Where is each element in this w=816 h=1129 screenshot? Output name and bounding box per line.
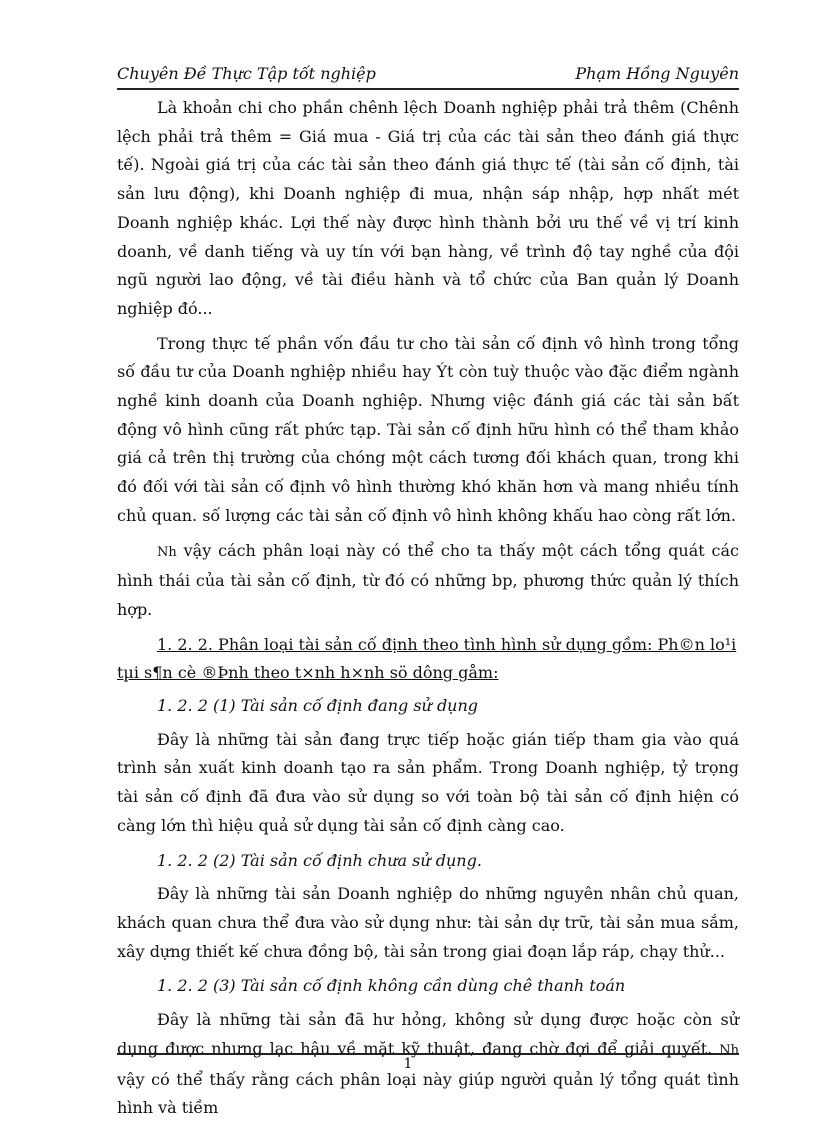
nh-fragment: Nh bbox=[719, 1042, 739, 1058]
paragraph-text: vậy có thể thấy rằng cách phân loại này giúp người quản lý tổng quát tình hình và tiềm bbox=[117, 1069, 739, 1118]
paragraph-intangible-assets: Trong thực tế phần vốn đầu tư cho tài sản cố định vô hình trong tổng số đầu tư của Doanh nghiệp nhiều hay Ýt còn tuỳ thuộc vào đặc điểm ngành nghề kinh doanh của Doanh nghiệp. Nhưng việc đánh giá các tài sản bất động vô hình cũng rất phức tạp. Tài sản cố định hữu hình có thể tham khảo giá cả trên thị trường của chóng một cách tương đối khách quan, trong khi đó đối với tài sản cố định vô hình thường khó khăn hơn và mang nhiều tính chủ quan. số lượng các tài sản cố định vô hình không khấu hao còng rất lớn. bbox=[117, 333, 739, 525]
paragraph-in-use: Đây là những tài sản đang trực tiếp hoặc gián tiếp tham gia vào quá trình sản xuất kinh doanh tạo ra sản phẩm. Trong Doanh nghiệp, tỷ trọng tài sản cố định đã đưa vào sử dụng so với toàn bộ tài sản cố định hiện có càng lớn thì hiệu quả sử dụng tài sản cố định càng cao. bbox=[117, 729, 739, 835]
page-header bbox=[117, 60, 739, 90]
header-author: Phạm Hồng Nguyên bbox=[575, 64, 739, 83]
subheading-in-use: 1. 2. 2 (1) Tài sản cố định đang sử dụng bbox=[157, 696, 479, 716]
header-title: Chuyên Đề Thực Tập tốt nghiệp bbox=[117, 64, 376, 83]
subheading-not-needed: 1. 2. 2 (3) Tài sản cố định không cần dùng chê thanh toán bbox=[157, 976, 626, 996]
nh-fragment: Nh bbox=[157, 544, 177, 560]
subheading-not-in-use: 1. 2. 2 (2) Tài sản cố định chưa sử dụng. bbox=[157, 850, 482, 870]
paragraph-text: vậy cách phân loại này có thể cho ta thấy một cách tổng quát các hình thái của tài sản cố định, từ đó có những bp, phương thức quản lý thích hợp. bbox=[117, 540, 739, 619]
paragraph-goodwill: Là khoản chi cho phần chênh lệch Doanh nghiệp phải trả thêm (Chênh lệch phải trả thêm = Giá mua - Giá trị của các tài sản theo đánh giá thực tế). Ngoài giá trị của các tài sản theo đánh giá thực tế (tài sản cố định, tài sản lưu động), khi Doanh nghiệp đi mua, nhận sáp nhập, hợp nhất mét Doanh nghiệp khác. Lợi thế này được hình thành bởi ưu thế về vị trí kinh doanh, về danh tiếng và uy tín với bạn hàng, về trình độ tay nghề của đội ngũ người lao động, về tài điều hành và tổ chức của Ban quản lý Doanh nghiệp đó... bbox=[117, 98, 739, 318]
document-body bbox=[117, 94, 739, 1129]
paragraph-classification-summary bbox=[117, 537, 739, 625]
footer-rule bbox=[117, 1053, 739, 1055]
paragraph-text: Đây là những tài sản đã hư hỏng, không sử dụng được hoặc còn sử dụng được nhưng lạc hậu về mặt kỹ thuật, đang chờ đợi để giải quyết. bbox=[117, 1010, 739, 1058]
section-heading-1-2-2: 1. 2. 2. Phân loại tài sản cố định theo tình hình sử dụng gồm: Ph©n lo¹i tµi s¶n cè ®Þnh theo t×nh h×nh sö dông gåm: bbox=[117, 634, 737, 683]
page-number: 1 bbox=[403, 1056, 413, 1072]
paragraph-not-in-use: Đây là những tài sản Doanh nghiệp do những nguyên nhân chủ quan, khách quan chưa thể đưa vào sử dụng như: tài sản dự trữ, tài sản mua sắm, xây dựng thiết kế chưa đồng bộ, tài sản trong giai đoạn lắp ráp, chạy thử... bbox=[117, 884, 739, 961]
